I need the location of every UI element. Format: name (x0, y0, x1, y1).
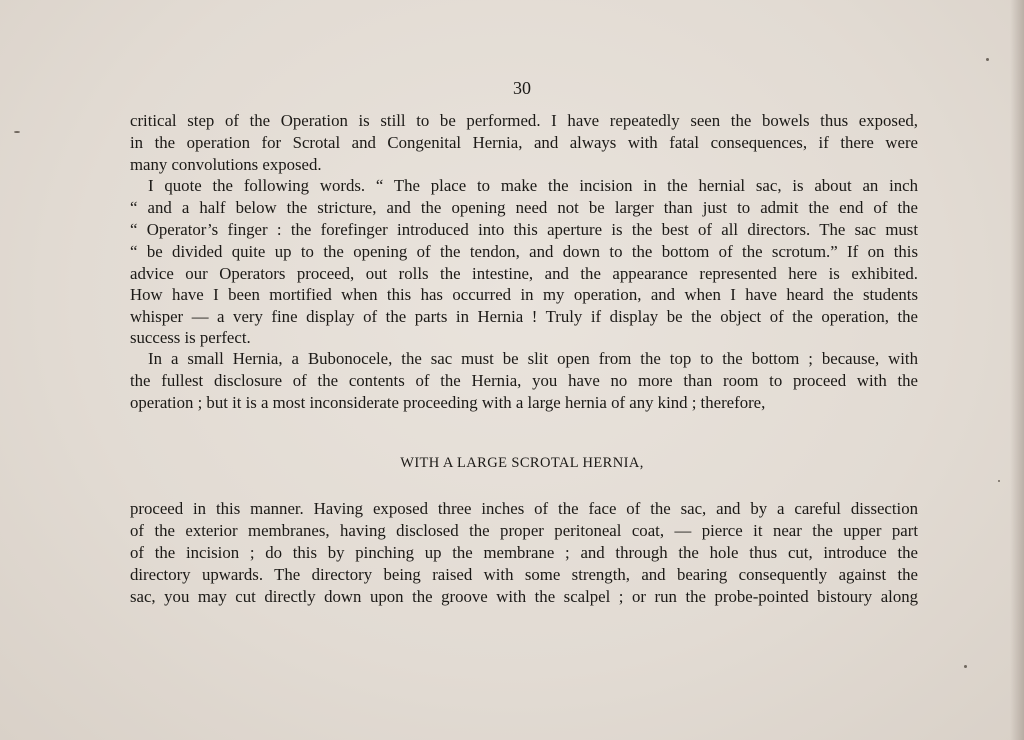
text-line: sac, you may cut directly down upon the groove with the scalpel ; or run the probe-pointed bistoury along (130, 587, 918, 606)
page-edge-shadow (1010, 0, 1024, 740)
text-line: “ and a half below the stricture, and the opening need not be larger than just to admit the end of the (130, 198, 918, 217)
paper-speck (964, 665, 967, 668)
text-line: success is perfect. (130, 328, 251, 347)
text-line: In a small Hernia, a Bubonocele, the sac must be slit open from the top to the bottom ; because, with (148, 349, 918, 368)
text-line: critical step of the Operation is still to be performed. I have repeatedly seen the bowels thus exposed, (130, 111, 918, 130)
text-line: advice our Operators proceed, out rolls the intestine, and the appearance represented here is exhibited. (130, 264, 918, 283)
text-line: directory upwards. The directory being raised with some strength, and bearing consequently against the (130, 565, 918, 584)
page-number: 30 (513, 78, 531, 98)
text-line: the fullest disclosure of the contents of the Hernia, you have no more than room to proceed with the (130, 371, 918, 390)
text-line: many convolutions exposed. (130, 155, 322, 174)
text-line: proceed in this manner. Having exposed three inches of the face of the sac, and by a careful dissection (130, 499, 918, 518)
text-line: whisper — a very fine display of the parts in Hernia ! Truly if display be the object of the operation, the (130, 307, 918, 326)
paper-speck (998, 480, 1000, 482)
text-line: “ Operator’s finger : the forefinger introduced into this aperture is the best of all directors. The sac must (130, 220, 918, 239)
text-line: of the incision ; do this by pinching up the membrane ; and through the hole thus cut, introduce the (130, 543, 918, 562)
text-line: I quote the following words. “ The place to make the incision in the hernial sac, is about an inch (148, 176, 918, 195)
text-line: in the operation for Scrotal and Congenital Hernia, and always with fatal consequences, if there were (130, 133, 918, 152)
text-line: of the exterior membranes, having disclosed the proper peritoneal coat, — pierce it near the upper part (130, 521, 918, 540)
paper-speck (986, 58, 989, 61)
text-line: How have I been mortified when this has occurred in my operation, and when I have heard the students (130, 285, 918, 304)
paper-speck (14, 131, 20, 133)
text-line: operation ; but it is a most inconsiderate proceeding with a large hernia of any kind ; therefore, (130, 393, 766, 412)
text-line: “ be divided quite up to the opening of the tendon, and down to the bottom of the scrotum.” If on this (130, 242, 918, 261)
section-heading: WITH A LARGE SCROTAL HERNIA, (400, 455, 644, 471)
